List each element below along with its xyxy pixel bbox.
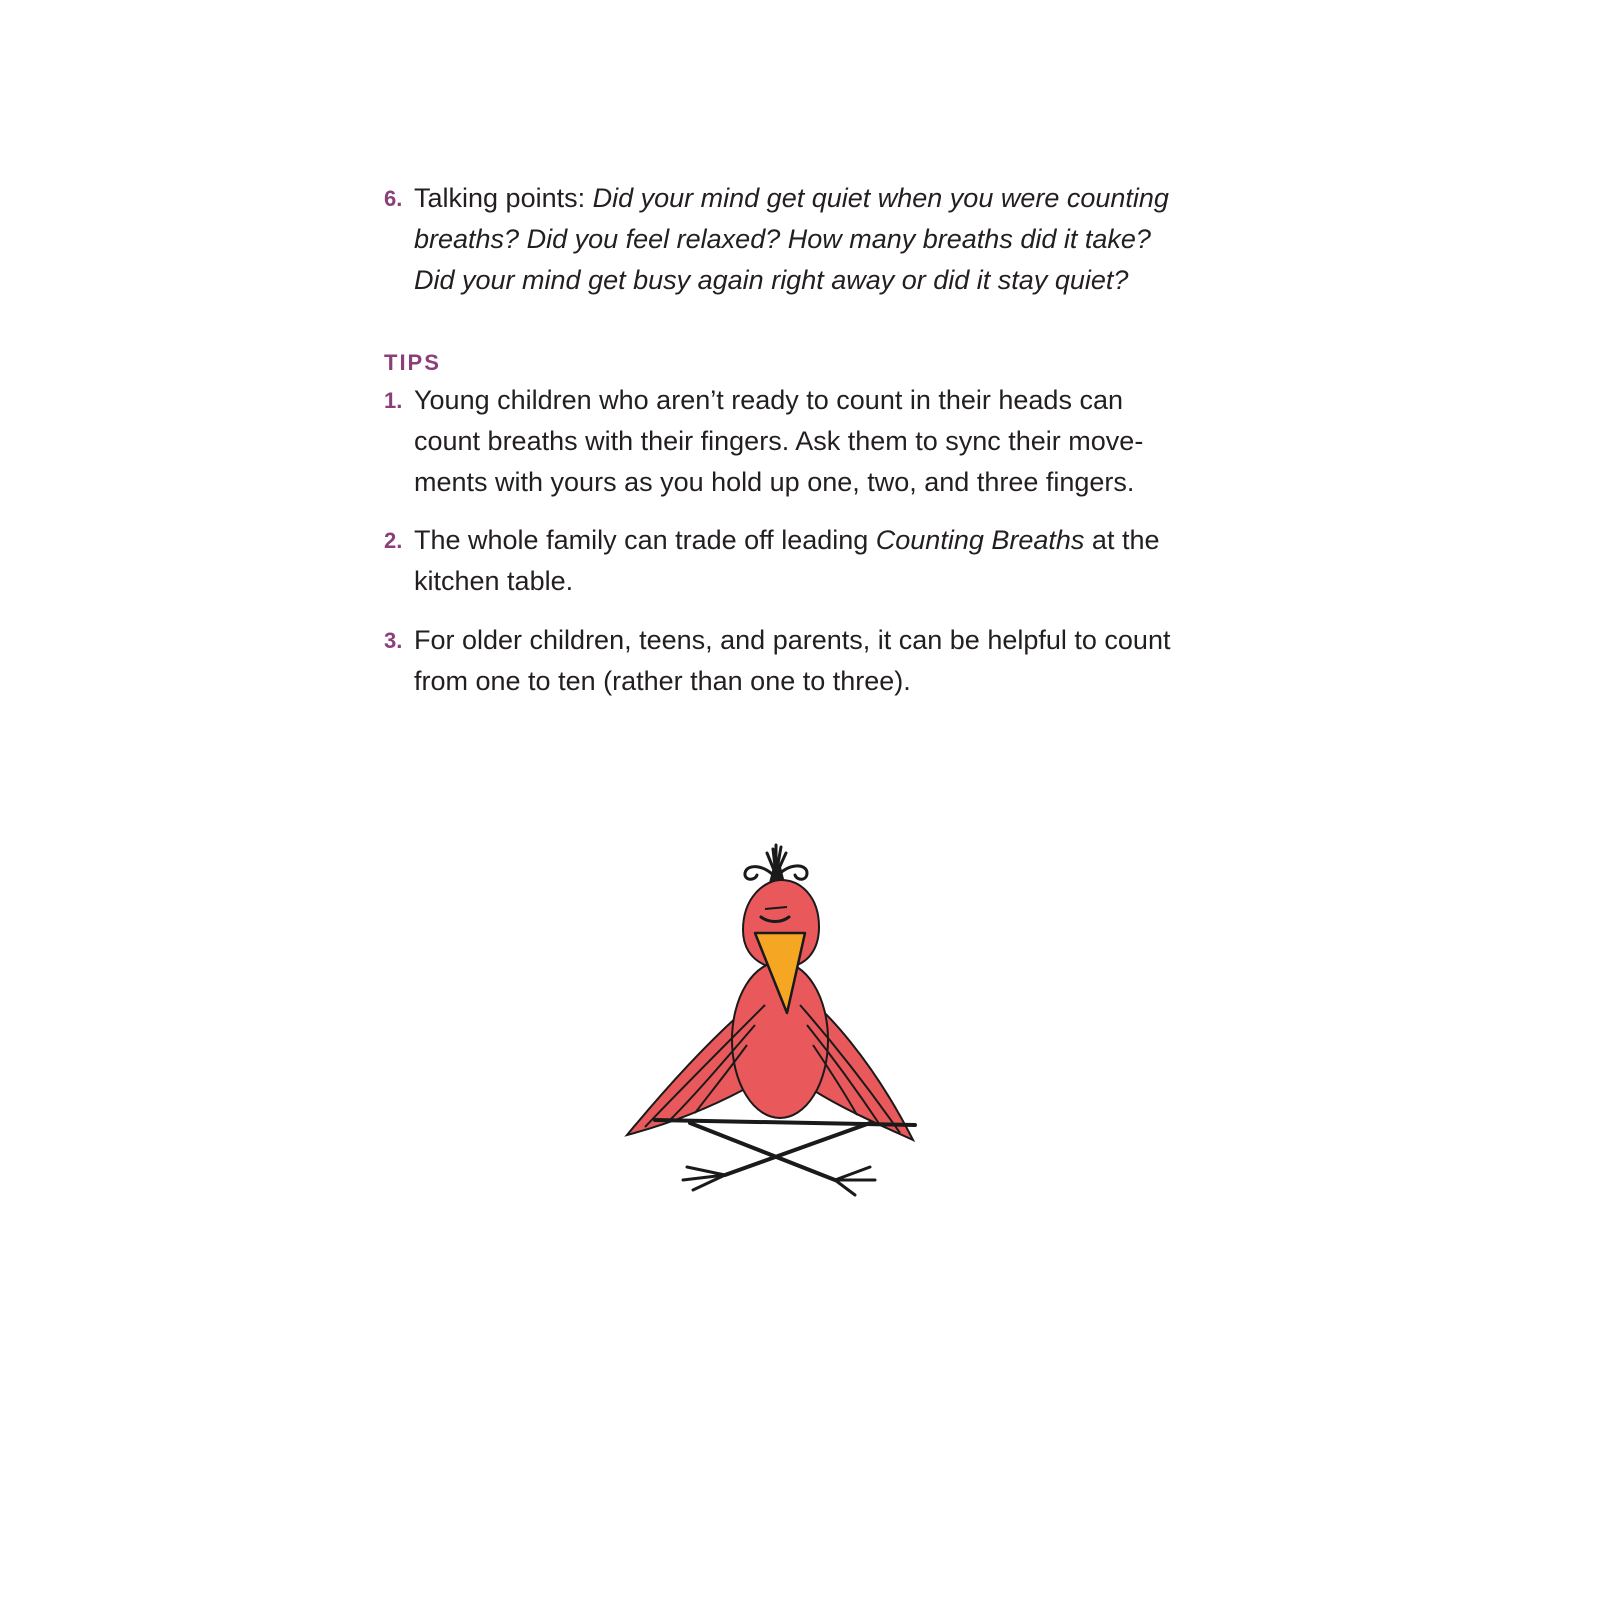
meditating-bird-icon	[615, 835, 955, 1225]
tip-text: at the	[1084, 525, 1160, 555]
tip-item-3	[384, 620, 1204, 702]
text-line: For older children, teens, and parents, it can be helpful to count	[414, 625, 1171, 655]
list-number: 2.	[384, 528, 403, 553]
talking-points-question: Did your mind get quiet when you were counting	[592, 183, 1169, 213]
list-number: 6.	[384, 186, 403, 211]
text-line: ments with yours as you hold up one, two, and three fingers.	[414, 467, 1135, 497]
list-item-6	[384, 178, 1204, 301]
list-number: 1.	[384, 388, 403, 413]
talking-points-lead: Talking points:	[414, 183, 593, 213]
activity-name: Counting Breaths	[875, 525, 1085, 555]
text-line: count breaths with their fingers. Ask them to sync their move-	[414, 426, 1144, 456]
text-line	[414, 520, 1204, 561]
text-line: kitchen table.	[414, 566, 574, 596]
text-line	[414, 178, 1204, 219]
text-line: Young children who aren’t ready to count in their heads can	[414, 385, 1123, 415]
text-line: breaths? Did you feel relaxed? How many breaths did it take?	[414, 224, 1151, 254]
text-line: Did your mind get busy again right away or did it stay quiet?	[414, 265, 1129, 295]
tip-item-2	[384, 520, 1204, 602]
tip-text: The whole family can trade off leading	[414, 525, 876, 555]
bird-legs	[655, 1120, 915, 1180]
tip-item-1	[384, 380, 1204, 503]
text-line: from one to ten (rather than one to three).	[414, 666, 911, 696]
tips-heading: TIPS	[384, 350, 441, 375]
bird-toes	[683, 1167, 875, 1195]
list-number: 3.	[384, 628, 403, 653]
